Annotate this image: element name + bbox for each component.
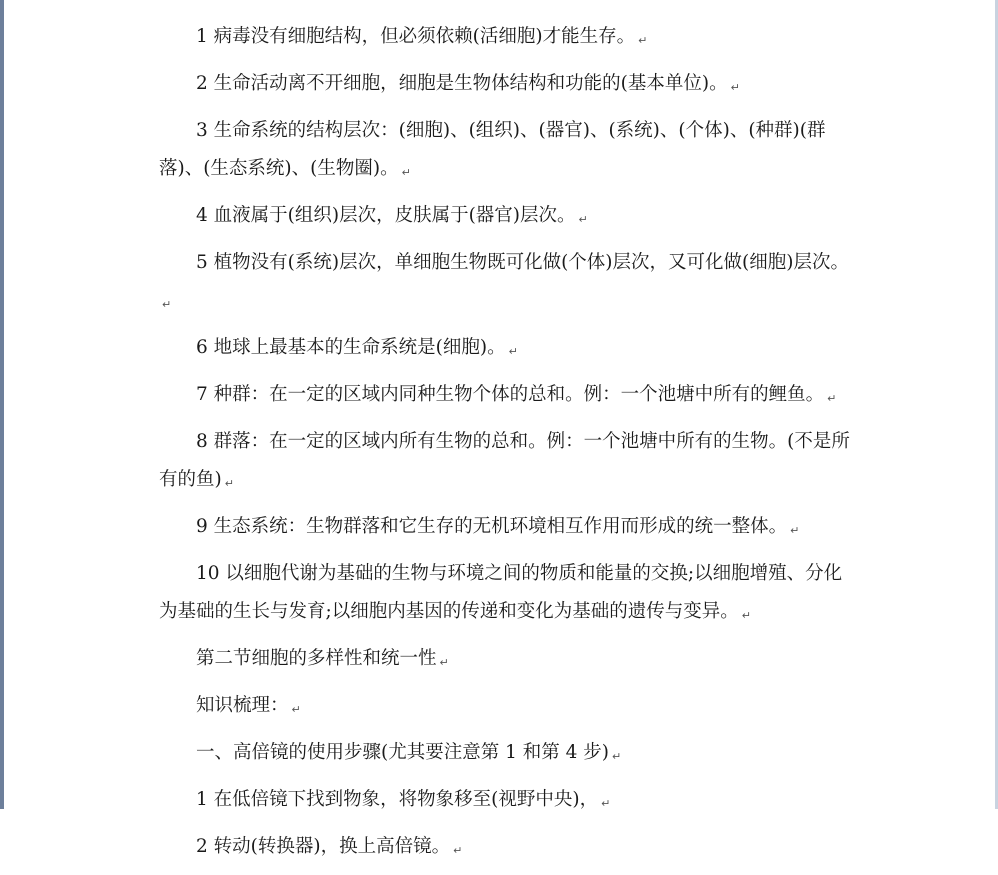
paragraph-6[interactable] xyxy=(159,329,859,371)
paragraph-text: 知识梳理： xyxy=(196,695,289,716)
subheading-microscope-steps[interactable] xyxy=(159,734,859,776)
paragraph-text: 2 转动(转换器)，换上高倍镜。 xyxy=(196,836,451,857)
document-body[interactable] xyxy=(159,18,859,875)
paragraph-mark-icon: ↵ xyxy=(601,797,611,810)
paragraph-5[interactable] xyxy=(159,244,859,324)
paragraph-text: 5 植物没有(系统)层次，单细胞生物既可化做(个体)层次，又可化做(细胞)层次。 xyxy=(196,252,849,273)
paragraph-text: 3 生命系统的结构层次：(细胞)、(组织)、(器官)、(系统)、(个体)、(种群)(群落)、(生态系统)、(生物圈)。 xyxy=(159,120,826,179)
paragraph-1[interactable] xyxy=(159,18,859,60)
paragraph-mark-icon: ↵ xyxy=(827,392,837,405)
step-2[interactable] xyxy=(159,828,859,870)
paragraph-mark-icon: ↵ xyxy=(508,345,518,358)
paragraph-2[interactable] xyxy=(159,65,859,107)
paragraph-mark-icon: ↵ xyxy=(790,524,800,537)
paragraph-text: 一、高倍镜的使用步骤(尤其要注意第 1 和第 4 步) xyxy=(196,742,609,763)
paragraph-mark-icon: ↵ xyxy=(578,213,588,226)
paragraph-7[interactable] xyxy=(159,376,859,418)
paragraph-text: 4 血液属于(组织)层次，皮肤属于(器官)层次。 xyxy=(196,205,576,226)
paragraph-mark-icon: ↵ xyxy=(162,298,172,311)
paragraph-mark-icon: ↵ xyxy=(439,656,449,669)
paragraph-text: 第二节细胞的多样性和统一性 xyxy=(196,648,437,669)
paragraph-mark-icon: ↵ xyxy=(612,750,622,763)
paragraph-mark-icon: ↵ xyxy=(638,34,648,47)
paragraph-text: 2 生命活动离不开细胞，细胞是生物体结构和功能的(基本单位)。 xyxy=(196,73,728,94)
paragraph-mark-icon: ↵ xyxy=(730,81,740,94)
paragraph-8[interactable] xyxy=(159,423,859,503)
subheading-knowledge[interactable] xyxy=(159,687,859,729)
paragraph-text: 1 病毒没有细胞结构，但必须依赖(活细胞)才能生存。 xyxy=(196,26,636,47)
paragraph-9[interactable] xyxy=(159,508,859,550)
section-heading[interactable] xyxy=(159,640,859,682)
paragraph-text: 1 在低倍镜下找到物象，将物象移至(视野中央)， xyxy=(196,789,599,810)
paragraph-10[interactable] xyxy=(159,555,859,635)
paragraph-text: 9 生态系统：生物群落和它生存的无机环境相互作用而形成的统一整体。 xyxy=(196,516,788,537)
document-page[interactable] xyxy=(4,0,995,857)
paragraph-3[interactable] xyxy=(159,112,859,192)
paragraph-mark-icon: ↵ xyxy=(453,844,463,857)
step-1[interactable] xyxy=(159,781,859,823)
paragraph-mark-icon: ↵ xyxy=(291,703,301,716)
paragraph-mark-icon: ↵ xyxy=(401,166,411,179)
paragraph-4[interactable] xyxy=(159,197,859,239)
paragraph-text: 8 群落：在一定的区域内所有生物的总和。例：一个池塘中所有的生物。(不是所有的鱼) xyxy=(159,431,850,490)
paragraph-mark-icon: ↵ xyxy=(741,609,751,622)
paragraph-mark-icon: ↵ xyxy=(224,477,234,490)
paragraph-text: 7 种群：在一定的区域内同种生物个体的总和。例：一个池塘中所有的鲤鱼。 xyxy=(196,384,825,405)
paragraph-text: 10 以细胞代谢为基础的生物与环境之间的物质和能量的交换;以细胞增殖、分化为基础的生长与发育;以细胞内基因的传递和变化为基础的遗传与变异。 xyxy=(159,563,843,622)
paragraph-text: 6 地球上最基本的生命系统是(细胞)。 xyxy=(196,337,506,358)
